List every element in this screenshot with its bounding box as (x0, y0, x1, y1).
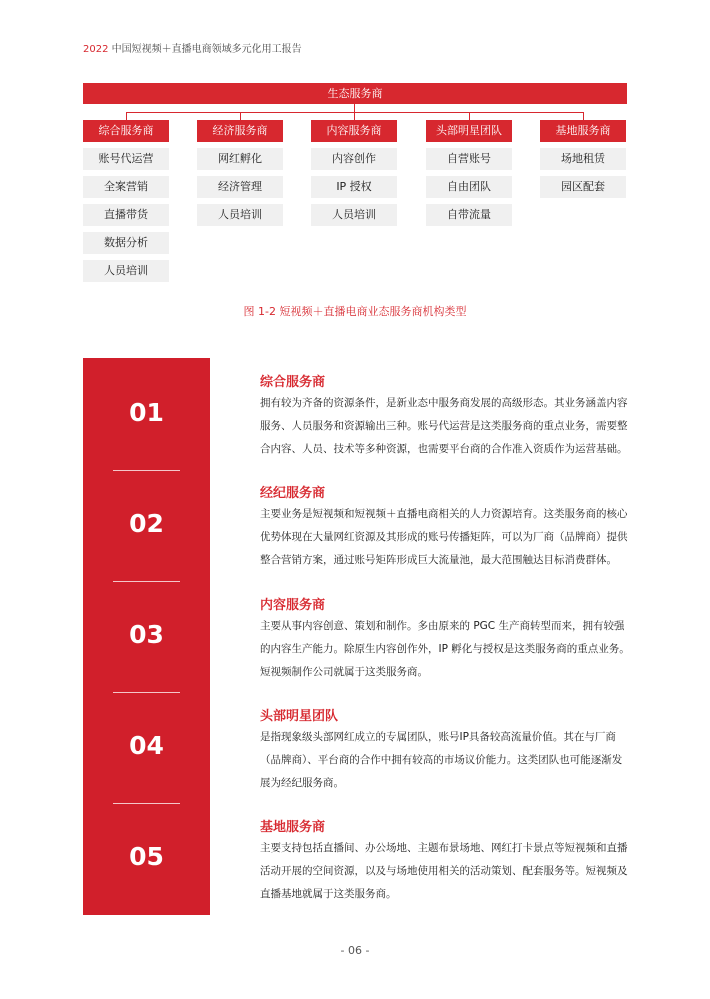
column-item: 自营账号 (426, 148, 512, 170)
section-base (260, 816, 632, 906)
section-text: 主要从事内容创意、策划和制作。多由原来的 PGC 生产商转型而来，拥有较强的内容生产能力。除原生内容创作外，IP 孵化与授权是这类服务商的重点业务。短视频制作公司就属于这类服务商。 (260, 620, 630, 678)
column-item: 人员培训 (83, 260, 169, 282)
section-integrated (260, 371, 632, 461)
column-title: 经济服务商 (197, 120, 283, 142)
column-item: 自由团队 (426, 176, 512, 198)
number-divider (113, 581, 180, 582)
chart-column-integrated (83, 120, 169, 282)
column-item: 人员培训 (311, 204, 397, 226)
column-item: 网红孵化 (197, 148, 283, 170)
chart-connector-horizontal (126, 112, 584, 113)
chart-connector-col-4 (469, 112, 470, 120)
section-number: 03 (129, 620, 164, 649)
chart-column-base (540, 120, 626, 198)
column-item: IP 授权 (311, 176, 397, 198)
number-divider (113, 803, 180, 804)
section-title: 内容服务商 (260, 598, 326, 613)
column-item: 场地租赁 (540, 148, 626, 170)
chart-connector-col-5 (583, 112, 584, 120)
header-year: 2022 (83, 44, 109, 55)
chart-column-star-team (426, 120, 512, 226)
section-title: 基地服务商 (260, 820, 326, 835)
section-agency (260, 482, 632, 572)
column-item: 直播带货 (83, 204, 169, 226)
column-item: 内容创作 (311, 148, 397, 170)
number-panel (83, 358, 210, 915)
section-content (260, 594, 632, 684)
number-divider (113, 692, 180, 693)
column-item: 账号代运营 (83, 148, 169, 170)
section-number: 02 (129, 509, 164, 538)
column-title: 综合服务商 (83, 120, 169, 142)
section-title: 经纪服务商 (260, 486, 326, 501)
chart-connector-col-2 (240, 112, 241, 120)
column-title: 内容服务商 (311, 120, 397, 142)
figure-caption: 图 1-2 短视频＋直播电商业态服务商机构类型 (243, 305, 467, 318)
section-title: 头部明星团队 (260, 709, 339, 724)
column-item: 自带流量 (426, 204, 512, 226)
column-item: 数据分析 (83, 232, 169, 254)
section-title: 综合服务商 (260, 375, 326, 390)
page-number: - 06 - (340, 944, 370, 957)
chart-connector-col-1 (126, 112, 127, 120)
column-item: 人员培训 (197, 204, 283, 226)
chart-connector-col-3 (354, 112, 355, 120)
section-number: 01 (129, 398, 164, 427)
chart-connector-vertical (354, 104, 355, 112)
number-divider (113, 470, 180, 471)
column-title: 头部明星团队 (426, 120, 512, 142)
section-text: 主要业务是短视频和短视频＋直播电商相关的人力资源培育。这类服务商的核心优势体现在大量网红资源及其形成的账号传播矩阵，可以为厂商（品牌商）提供整合营销方案，通过账号矩阵形成巨大流量池，最大范围触达目标消费群体。 (260, 508, 628, 566)
chart-column-agency (197, 120, 283, 226)
section-star-team (260, 705, 632, 795)
column-item: 全案营销 (83, 176, 169, 198)
section-text: 是指现象级头部网红成立的专属团队，账号IP具备较高流量价值。其在与厂商（品牌商）、平台商的合作中拥有较高的市场议价能力。这类团队也可能逐渐发展为经纪服务商。 (260, 731, 623, 789)
column-item: 经济管理 (197, 176, 283, 198)
column-title: 基地服务商 (540, 120, 626, 142)
header-title: 中国短视频＋直播电商领域多元化用工报告 (108, 44, 302, 55)
section-number: 05 (129, 842, 164, 871)
section-text: 主要支持包括直播间、办公场地、主题布景场地、网红打卡景点等短视频和直播活动开展的空间资源，以及与场地使用相关的活动策划、配套服务等。短视频及直播基地就属于这类服务商。 (260, 842, 628, 900)
column-item: 园区配套 (540, 176, 626, 198)
report-header (83, 40, 302, 55)
section-text: 拥有较为齐备的资源条件，是新业态中服务商发展的高级形态。其业务涵盖内容服务、人员服务和资源输出三种。账号代运营是这类服务商的重点业务，需要整合内容、人员、技术等多种资源，也需要平台商的合作准入资质作为运营基础。 (260, 397, 628, 455)
chart-root: 生态服务商 (83, 83, 627, 104)
section-number: 04 (129, 731, 164, 760)
chart-column-content (311, 120, 397, 226)
